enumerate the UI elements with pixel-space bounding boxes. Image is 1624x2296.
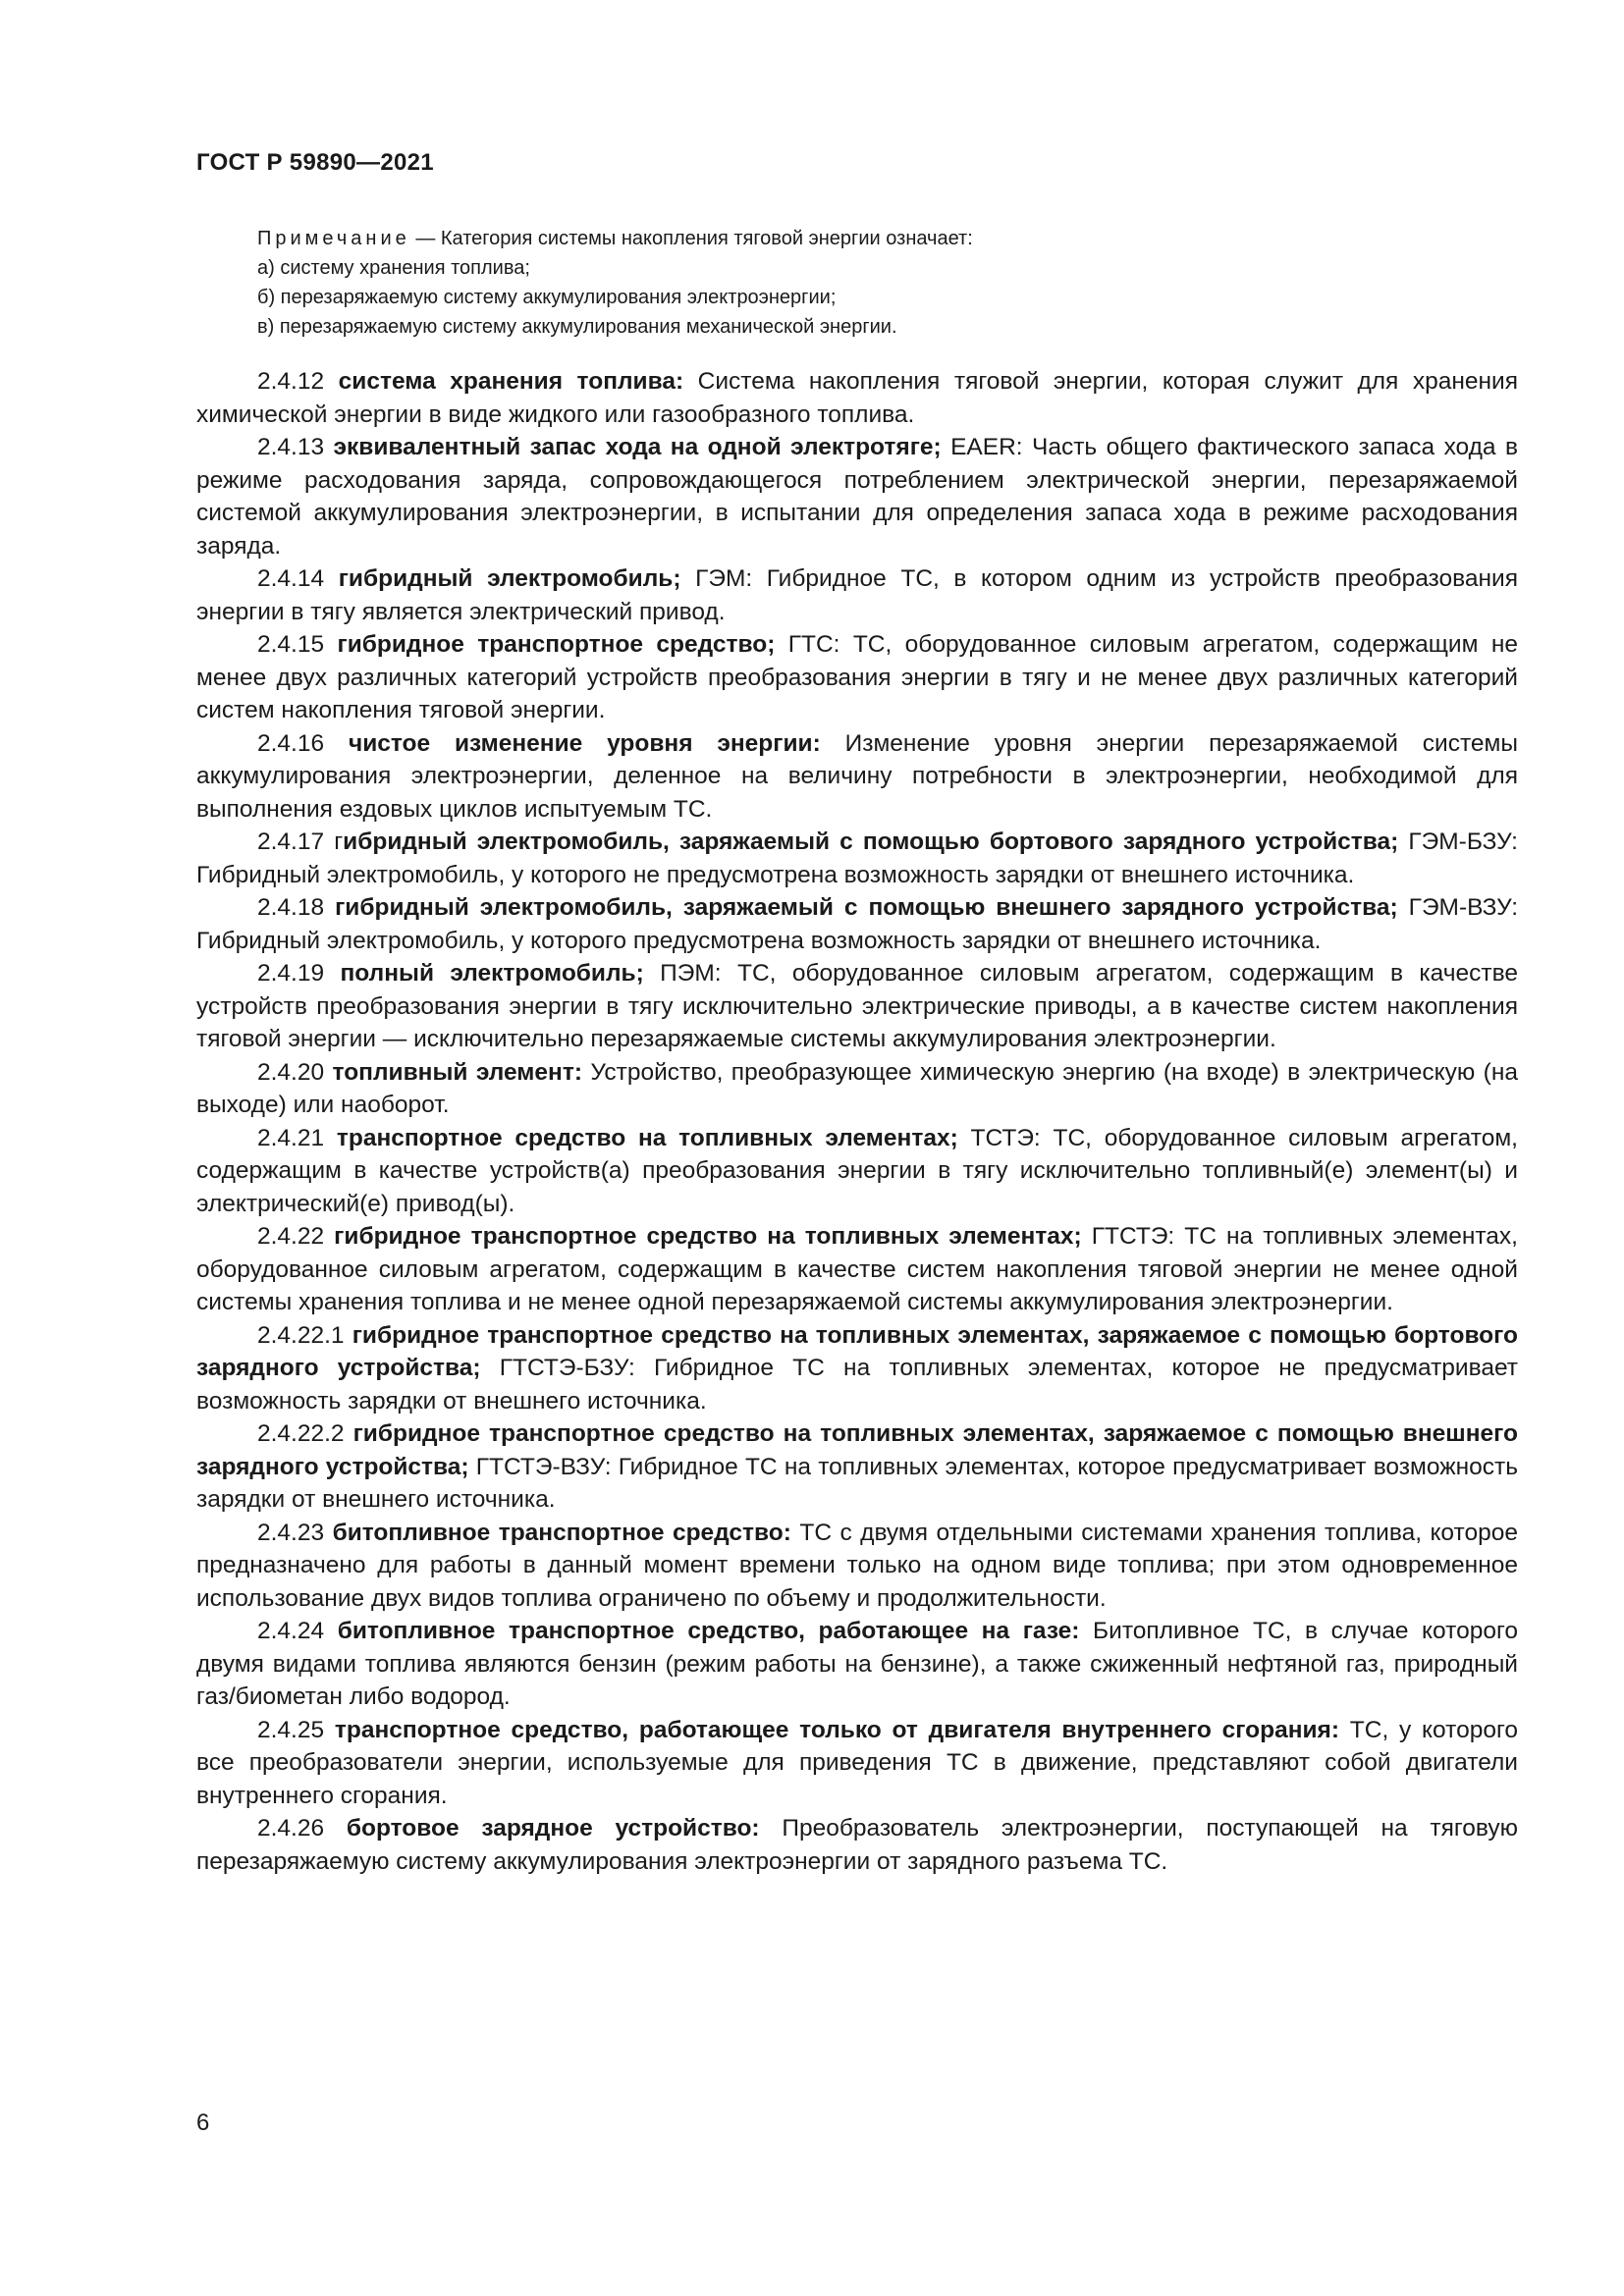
definition-2-4-24 bbox=[196, 1615, 1518, 1714]
definition-number: 2.4.15 bbox=[257, 631, 338, 658]
definition-term: топливный элемент: bbox=[332, 1058, 583, 1086]
definition-number: 2.4.19 bbox=[257, 960, 341, 987]
definition-2-4-13 bbox=[196, 431, 1518, 562]
definition-text: Изменение уровня энергии перезаряжаемой системы аккумулирования электроэнергии, деленное на величину потребности в электроэнергии, необходимой для выполнения ездовых циклов испытуемым ТС. bbox=[196, 729, 1518, 823]
definition-2-4-12 bbox=[196, 365, 1518, 431]
definition-2-4-25 bbox=[196, 1714, 1518, 1813]
definition-2-4-19 bbox=[196, 957, 1518, 1056]
definition-number: 2.4.24 bbox=[257, 1618, 338, 1644]
definition-number: 2.4.22.2 bbox=[257, 1420, 353, 1447]
definition-2-4-26 bbox=[196, 1812, 1518, 1878]
definition-2-4-16 bbox=[196, 727, 1518, 827]
definition-term: гибридное транспортное средство на топливных элементах, заряжаемое с помощью бортового зарядного устройства; bbox=[196, 1321, 1518, 1381]
definition-term: гибридное транспортное средство; bbox=[337, 631, 776, 658]
definition-text: ГЭМ: Гибридное ТС, в котором одним из устройств преобразования энергии в тягу является электрический привод. bbox=[196, 565, 1518, 625]
definition-text: ГТСТЭ: ТС на топливных элементах, оборудованное силовым агрегатом, содержащим в качестве систем накопления тяговой энергии не менее одной системы хранения топлива и не менее одной перезаряжаемой системы аккумулирования электроэнергии. bbox=[196, 1223, 1518, 1315]
definitions-list bbox=[196, 365, 1518, 1878]
definition-text: ТС, у которого все преобразователи энергии, используемые для приведения ТС в движение, представляют собой двигатели внутреннего сгорания. bbox=[196, 1716, 1518, 1809]
definition-text: ГТСТЭ-ВЗУ: Гибридное ТС на топливных элементах, которое предусматривает возможность зарядки от внешнего источника. bbox=[196, 1453, 1518, 1513]
definition-text: Система накопления тяговой энергии, которая служит для хранения химической энергии в виде жидкого или газообразного топлива. bbox=[196, 368, 1518, 428]
definition-term: система хранения топлива: bbox=[338, 368, 684, 395]
document-header: ГОСТ Р 59890—2021 bbox=[196, 149, 434, 176]
definition-number: 2.4.14 bbox=[257, 565, 339, 592]
definition-2-4-23 bbox=[196, 1517, 1518, 1616]
definition-term: гибридное транспортное средство на топливных элементах, заряжаемое с помощью внешнего зарядного устройства; bbox=[196, 1420, 1518, 1480]
definition-text: ГТС: ТС, оборудованное силовым агрегатом, содержащим не менее двух различных категорий устройств преобразования энергии в тягу и не менее двух различных категорий систем накопления тяговой энергии. bbox=[196, 631, 1518, 723]
definition-term: полный электромобиль; bbox=[340, 960, 644, 987]
definition-text: ГЭМ-БЗУ: Гибридный электромобиль, у которого не предусмотрена возможность зарядки от внешнего источника. bbox=[196, 828, 1518, 888]
definition-2-4-14 bbox=[196, 562, 1518, 628]
definition-number: 2.4.20 bbox=[257, 1058, 333, 1086]
definition-term: транспортное средство на топливных элементах; bbox=[336, 1124, 958, 1151]
definition-text: ТСТЭ: ТС, оборудованное силовым агрегатом, содержащим в качестве устройств(а) преобразования энергии в тягу исключительно топливный(е) элемент(ы) и электрический(е) привод(ы). bbox=[196, 1124, 1518, 1217]
definition-term: гибридный электромобиль; bbox=[338, 565, 681, 592]
definition-number: 2.4.22 bbox=[257, 1223, 335, 1250]
definition-text: Устройство, преобразующее химическую энергию (на входе) в электрическую (на выходе) или наоборот. bbox=[196, 1058, 1518, 1118]
definition-term: транспортное средство, работающее только от двигателя внутреннего сгорания: bbox=[334, 1716, 1340, 1743]
definition-2-4-21 bbox=[196, 1122, 1518, 1221]
definition-text: ТС с двумя отдельными системами хранения топлива, которое предназначено для работы в данный момент времени только на одном виде топлива; при этом одновременное использование двух видов топлива ограничено по объему и продолжительности. bbox=[196, 1519, 1518, 1612]
definition-number: 2.4.25 bbox=[257, 1716, 335, 1743]
definition-term: гибридное транспортное средство на топливных элементах; bbox=[334, 1223, 1082, 1250]
definition-2-4-17 bbox=[196, 826, 1518, 891]
note-item: в) перезаряжаемую систему аккумулирования механической энергии. bbox=[257, 316, 897, 338]
definition-number: 2.4.12 bbox=[257, 368, 339, 395]
definition-2-4-15 bbox=[196, 628, 1518, 727]
definition-term: битопливное транспортное средство, работающее на газе: bbox=[337, 1618, 1080, 1644]
definition-text: Битопливное ТС, в случае которого двумя видами топлива являются бензин (режим работы на бензине), а также сжиженный нефтяной газ, природный газ/биометан либо водород. bbox=[196, 1618, 1518, 1710]
definition-number: 2.4.21 bbox=[257, 1124, 337, 1151]
definition-2-4-22-2 bbox=[196, 1417, 1518, 1517]
definition-term: бортовое зарядное устройство: bbox=[346, 1815, 760, 1842]
page-number: 6 bbox=[196, 2109, 210, 2136]
definition-2-4-18 bbox=[196, 891, 1518, 957]
definition-term: чистое изменение уровня энергии: bbox=[348, 729, 821, 757]
definition-term: эквивалентный запас хода на одной электротяге; bbox=[333, 434, 942, 460]
definition-text: EAER: Часть общего фактического запаса хода в режиме расходования заряда, сопровождающегося потреблением электрической энергии, перезаряжаемой системой аккумулирования электроэнергии, в испытании для определения запаса хода в режиме расходования заряда. bbox=[196, 434, 1518, 560]
definition-number: 2.4.26 bbox=[257, 1815, 347, 1842]
definition-number: 2.4.18 bbox=[257, 894, 336, 921]
note-block bbox=[257, 224, 1514, 342]
definition-number: 2.4.17 г bbox=[257, 828, 344, 855]
note-text: — Категория системы накопления тяговой энергии означает: bbox=[409, 228, 973, 249]
definition-number: 2.4.13 bbox=[257, 434, 334, 460]
definition-term: гибридный электромобиль, заряжаемый с помощью внешнего зарядного устройства; bbox=[335, 894, 1398, 921]
definition-term: битопливное транспортное средство: bbox=[332, 1519, 791, 1546]
definition-2-4-20 bbox=[196, 1056, 1518, 1122]
definition-number: 2.4.22.1 bbox=[257, 1321, 352, 1349]
definition-text: ГТСТЭ-БЗУ: Гибридное ТС на топливных элементах, которое не предусматривает возможность зарядки от внешнего источника. bbox=[196, 1355, 1519, 1415]
note-item: б) перезаряжаемую систему аккумулирования электроэнергии; bbox=[257, 287, 837, 308]
definition-number: 2.4.23 bbox=[257, 1519, 333, 1546]
note-intro bbox=[257, 224, 1514, 253]
definition-2-4-22-1 bbox=[196, 1319, 1518, 1418]
definition-text: ПЭМ: ТС, оборудованное силовым агрегатом, содержащим в качестве устройств преобразования энергии в тягу исключительно электрические приводы, а в качестве систем накопления тяговой энергии — исключительно перезаряжаемые системы аккумулирования электроэнергии. bbox=[196, 960, 1518, 1052]
definition-text: Преобразователь электроэнергии, поступающей на тяговую перезаряжаемую систему аккумулирования электроэнергии от зарядного разъема ТС. bbox=[196, 1815, 1518, 1875]
note-item: а) систему хранения топлива; bbox=[257, 257, 530, 279]
definition-text: ГЭМ-ВЗУ: Гибридный электромобиль, у которого предусмотрена возможность зарядки от внешнего источника. bbox=[196, 894, 1518, 954]
definition-number: 2.4.16 bbox=[257, 729, 349, 757]
definition-2-4-22 bbox=[196, 1220, 1518, 1319]
definition-term: ибридный электромобиль, заряжаемый с помощью бортового зарядного устройства; bbox=[343, 828, 1399, 855]
note-label: Примечание bbox=[257, 228, 410, 249]
